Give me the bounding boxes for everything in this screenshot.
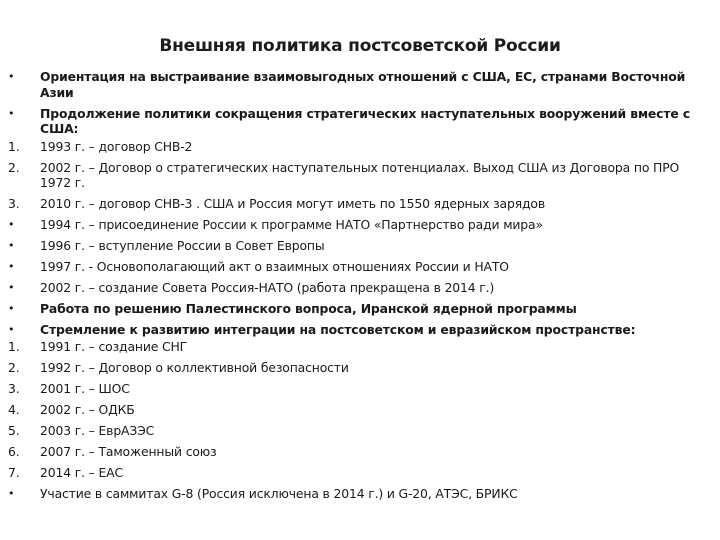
number-marker: 5. [8,423,20,439]
list-item-text: 2014 г. – ЕАС [40,465,123,481]
content-list [8,69,708,507]
list-item-text: 1993 г. – договор СНВ-2 [40,138,193,154]
list-item [8,259,708,275]
list-item-text: 1994 г. – присоединение России к программе НАТО «Партнерство ради мира» [40,217,543,233]
list-item-text: Ориентация на выстраивание взаимовыгодных отношений с США, ЕС, странами Восточной Азии [40,69,686,100]
number-marker: 3. [8,196,20,212]
number-marker: 1. [8,339,20,355]
number-marker: 1. [8,138,20,154]
page-title: Внешняя политика постсоветской России [159,36,561,56]
list-item [8,444,708,460]
list-item-text: 2002 г. – Договор о стратегических наступательных потенциалах. Выход США из Договора по ПРО 1972 г. [40,159,680,191]
list-item-text: Работа по решению Палестинского вопроса, Иранской ядерной программы [40,301,577,317]
bullet-marker: • [8,218,15,232]
bullet-marker: • [8,106,15,120]
list-item [8,381,708,397]
list-item-text: 2010 г. – договор СНВ-3 . США и Россия могут иметь по 1550 ядерных зарядов [40,196,546,212]
list-item [8,301,708,317]
list-item-text: 2002 г. – ОДКБ [40,402,135,418]
list-item [8,280,708,296]
list-item [8,465,708,481]
list-item-text: 2003 г. – ЕврАЗЭС [40,423,155,439]
number-marker: 2. [8,360,20,376]
bullet-marker: • [8,281,15,295]
list-item [8,217,708,233]
list-item-text: 2002 г. – создание Совета Россия-НАТО (работа прекращена в 2014 г.) [40,280,495,296]
bullet-marker: • [8,260,15,274]
bullet-marker: • [8,323,15,337]
bullet-marker: • [8,239,15,253]
list-item-text: 2007 г. – Таможенный союз [40,444,217,460]
bullet-marker: • [8,302,15,316]
list-item [8,486,708,502]
list-item-text: 2001 г. – ШОС [40,381,130,397]
list-item [8,339,708,355]
list-item-text: 1992 г. – Договор о коллективной безопасности [40,360,349,376]
list-item-text: 1996 г. – вступление России в Совет Европы [40,238,325,254]
number-marker: 3. [8,381,20,397]
bullet-marker: • [8,487,15,501]
list-item [8,106,708,137]
list-item [8,360,708,376]
number-marker: 2. [8,159,20,175]
list-item-text: Участие в саммитах G-8 (Россия исключена в 2014 г.) и G-20, АТЭС, БРИКС [40,486,518,502]
list-item [8,160,708,191]
list-item-text: Продолжение политики сокращения стратегических наступательных вооружений вместе с США: [40,105,691,137]
list-item [8,69,708,100]
list-item [8,402,708,418]
number-marker: 4. [8,402,20,418]
list-item [8,322,708,338]
number-marker: 7. [8,465,20,481]
list-item [8,196,708,212]
list-item-text: 1991 г. – создание СНГ [40,339,188,355]
bullet-marker: • [8,70,15,83]
list-item-text: 1997 г. - Основополагающий акт о взаимных отношениях России и НАТО [40,259,509,275]
number-marker: 6. [8,444,20,460]
list-item [8,139,708,155]
list-item [8,238,708,254]
list-item [8,423,708,439]
list-item-text: Стремление к развитию интеграции на постсоветском и евразийском пространстве: [40,322,636,338]
